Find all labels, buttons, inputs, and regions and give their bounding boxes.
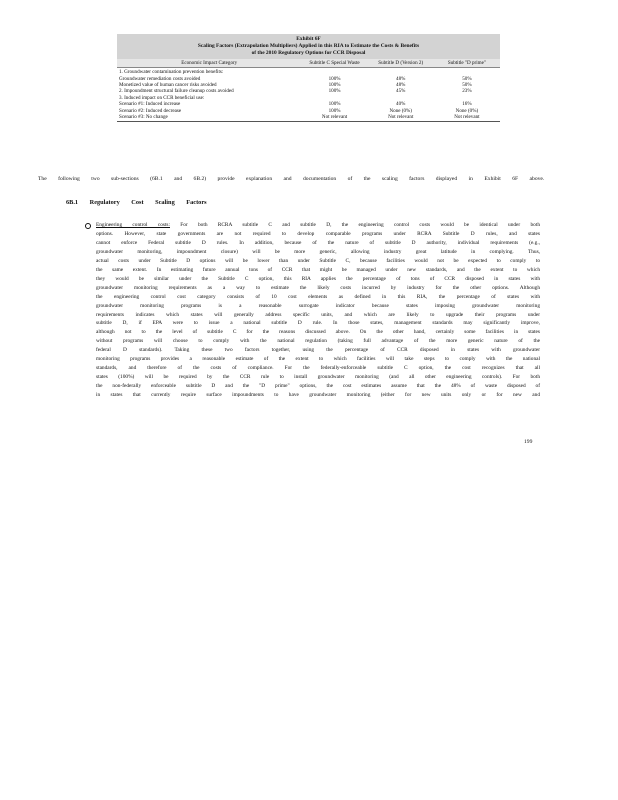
cell-subtitle-d: None (0%)	[389, 107, 412, 114]
cell-subtitle-d-prime: 23%	[462, 88, 472, 95]
row-label: Monetized value of human cancer risks avoided	[119, 82, 217, 89]
cell-subtitle-c: 100%	[328, 75, 341, 82]
cell-subtitle-c: 100%	[328, 107, 341, 114]
exhibit-title-line-3: of the 2010 Regulatory Options for CCR Disposal	[251, 50, 366, 57]
paragraph-line: they would be similar under the Subtitle C option, this RIA applies the percentage of tons of CCR disposed in states with	[96, 275, 540, 282]
table-row	[117, 114, 500, 122]
paragraph-line	[96, 221, 540, 230]
row-label: 2. Impoundment structural failure cleanup costs avoided	[119, 88, 234, 95]
cell-subtitle-d: 45%	[396, 88, 406, 95]
paragraph-line: requirements indicates which states will generally address specific units, and which are likely to upgrade their programs under	[96, 311, 540, 318]
cell-subtitle-d-prime: 16%	[462, 101, 472, 108]
paragraph-line: federal D standards). Taking these two factors together, using the percentage of CCR disposed in states with groundwater	[96, 347, 540, 354]
engineering-costs-paragraph	[96, 221, 540, 400]
paragraph-line: options. However, state governments are not required to develop comparable programs under RCRA Subtitle D rules, and states	[96, 230, 540, 237]
header-subtitle-d: Subtitle D (Version 2)	[368, 59, 434, 68]
cell-subtitle-d: 40%	[396, 101, 406, 108]
paragraph-line: cannot enforce Federal subtitle D rules. In addition, because of the nature of subtitle D authority, individual requirements (e.g.,	[96, 239, 540, 246]
exhibit-title-line-1: Exhibit 6F	[296, 36, 321, 42]
scaling-factors-table	[117, 59, 500, 122]
paragraph-line: groundwater monitoring requirements as a way to estimate the likely costs incurred by industry for the other options. Although	[96, 284, 540, 291]
intro-paragraph: The following two sub-sections (6B.1 and 6B.2) provide explanation and documentation of the scaling factors displayed in Exhibit 6F above.	[38, 176, 545, 182]
header-subtitle-d-prime: Subtitle "D prime"	[434, 59, 500, 68]
paragraph-line: standards, and therefore of the costs of compliance. For the federally-enforceable subtitle C option, the cost recognizes that all	[96, 365, 540, 372]
cell-subtitle-c: 100%	[328, 82, 341, 89]
paragraph-line: the same extent. In estimating future annual tons of CCR that might be managed under new standards, and the extent to which	[96, 266, 540, 273]
cell-subtitle-d-prime: 50%	[462, 82, 472, 89]
paragraph-line: although not to the level of subtitle C for the reasons discussed above. On the other hand, certainly some facilities in states	[96, 329, 540, 336]
page-number: 199	[524, 439, 533, 445]
bullet-icon	[85, 223, 91, 229]
row-label: Scenario #3: No change	[117, 114, 301, 122]
paragraph-line: in states that currently require surface impoundments to have groundwater monitoring (either for new units only or for new and	[96, 392, 540, 399]
paragraph-line: actual costs under Subtitle D options will be lower than under Subtitle C, because facilities would not be expected to comply to	[96, 257, 540, 264]
paragraph-line: groundwater monitoring, impoundment closure) will be more generic, allowing industry great latitude in complying. Thus,	[96, 248, 540, 255]
row-label: Scenario #1: Induced increase	[119, 101, 181, 108]
cell-subtitle-c: 100%	[328, 88, 341, 95]
paragraph-line: the non-federally enforceable subtitle D and the "D prime" options, the cost estimates assume that the 48% of waste disposed of	[96, 383, 540, 390]
cell-subtitle-c: 100%	[328, 101, 341, 108]
exhibit-title	[117, 34, 500, 59]
cell-subtitle-d: 48%	[396, 82, 406, 89]
paragraph-line: states (100%) will be required by the CCR rule to install groundwater monitoring (and all other engineering controls). For both	[96, 374, 540, 381]
row-label: 1. Groundwater contamination prevention benefits:	[119, 69, 224, 76]
paragraph-lead: Engineering control costs:	[96, 222, 170, 228]
cell-subtitle-d-prime: Not relevant	[434, 114, 500, 122]
section-heading: 6B.1 Regulatory Cost Scaling Factors	[66, 199, 207, 206]
exhibit-6f	[117, 34, 500, 122]
paragraph-line: groundwater monitoring programs is a reasonable surrogate indicator because states imposing groundwater monitoring	[96, 302, 540, 309]
exhibit-title-line-2: Scaling Factors (Extrapolation Multipliers) Applied in this RIA to Estimate the Costs & Benefits	[197, 43, 420, 50]
cell-subtitle-c: Not relevant	[301, 114, 367, 122]
table-header-row	[117, 59, 500, 68]
paragraph-line: subtitle D, if EPA were to issue a national subtitle D rule. In those states, management standards may significantly improve,	[96, 320, 540, 327]
row-label: Groundwater remediation costs avoided	[119, 75, 201, 82]
paragraph-line: without programs will choose to comply with the national regulation (taking full advantage of the more generic nature of the	[96, 338, 540, 345]
paragraph-line-text: For both RCRA subtitle C and subtitle D, the engineering control costs would be identical under both	[180, 222, 540, 228]
paragraph-line: the engineering control cost category consists of 10 cost elements as defined in this RIA, the percentage of states with	[96, 293, 540, 300]
row-label: Scenario #2: Induced decrease	[119, 107, 182, 114]
header-category: Economic Impact Category	[117, 59, 301, 68]
cell-subtitle-d-prime: 50%	[462, 75, 472, 82]
paragraph-line: monitoring programs provides a reasonable estimate of the extent to which facilities will take steps to comply with the national	[96, 356, 540, 363]
header-subtitle-c: Subtitle C Special Waste	[301, 59, 367, 68]
cell-subtitle-d-prime: None (0%)	[455, 107, 479, 114]
row-label: 3. Induced impact on CCR beneficial use:	[119, 94, 205, 101]
cell-subtitle-d: Not relevant	[368, 114, 434, 122]
cell-subtitle-d: 48%	[396, 75, 406, 82]
